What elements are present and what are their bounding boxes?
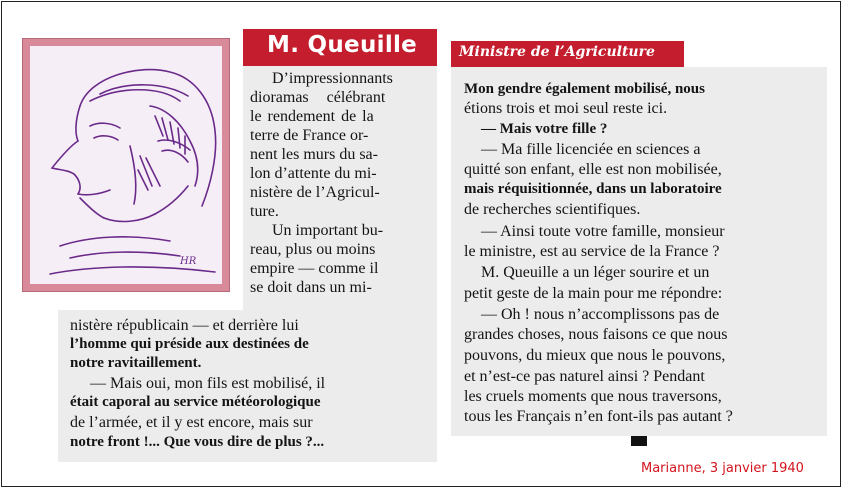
col1-line: ture. [250,203,279,220]
col3-line: de recherches scientifiques. [464,201,641,218]
col1-line: le rendement de la [250,108,374,125]
title-banner [451,41,684,67]
col1-line: empire — comme il [250,260,379,277]
col3-line: M. Queuille a un léger sourire et un [481,264,710,281]
end-mark [631,436,647,446]
col2-line: notre ravitaillement. [70,355,202,371]
col1-line: Un important bu- [272,222,384,239]
col3-line: — Ainsi toute votre famille, monsieur [481,223,725,240]
col3-line: et n’est-ce pas naturel ainsi ? Pendant [464,368,705,385]
col1-line: dioramas célébrant [250,89,386,106]
col3-line: mais réquisitionnée, dans un laboratoire [464,181,722,197]
col3-line: pouvons, du mieux que nous le pouvons, [464,347,726,364]
col1-line: nent les murs du sa- [250,146,378,163]
minister-name: M. Queuille [267,32,418,58]
col3-line: petit geste de la main pour me répondre: [464,285,723,302]
col3-line: étions trois et moi seul reste ici. [464,100,668,117]
col1-line: se doit dans un mi- [250,279,372,296]
col1-line: nistère de l’Agricul- [250,184,380,201]
col1-line: D’impressionnants [272,70,393,87]
col2-line: de l’armée, et il y est encore, mais sur [70,414,313,431]
col3-line: — Oh ! nous n’accomplissons pas de [481,306,720,323]
col1-line: reau, plus ou moins [250,241,376,258]
col3-line: — Mais votre fille ? [481,121,608,137]
col2-line: notre front !... Que vous dire de plus ?... [70,434,325,450]
source-caption: Marianne, 3 janvier 1940 [641,461,804,476]
col3-line: Mon gendre également mobilisé, nous [464,81,705,97]
minister-title: Ministre de l’Agriculture [459,44,655,60]
col1-line: terre de France or- [250,127,369,144]
portrait-signature: HR [180,256,197,267]
portrait-sketch [30,46,222,284]
col3-line: tous les Français n’en font-ils pas autant ? [464,408,733,425]
col3-line: les cruels moments que nous traversons, [464,388,722,405]
col3-line: le ministre, est au service de la France ? [464,243,720,260]
col3-line: — Ma fille licenciée en sciences a [481,141,701,158]
col2-line: nistère républicain — et derrière lui [70,317,299,334]
col2-line: l’homme qui préside aux destinées de [70,336,309,352]
col3-line: quitté son enfant, elle est non mobilisée, [464,161,722,178]
col2-line: — Mais oui, mon fils est mobilisé, il [90,375,326,392]
col2-line: était caporal au service météorologique [70,394,321,410]
portrait-frame [22,38,230,292]
name-banner [243,29,437,66]
col3-line: grandes choses, nous faisons ce que nous [464,326,728,343]
col1-line: lon d’attente du mi- [250,165,377,182]
